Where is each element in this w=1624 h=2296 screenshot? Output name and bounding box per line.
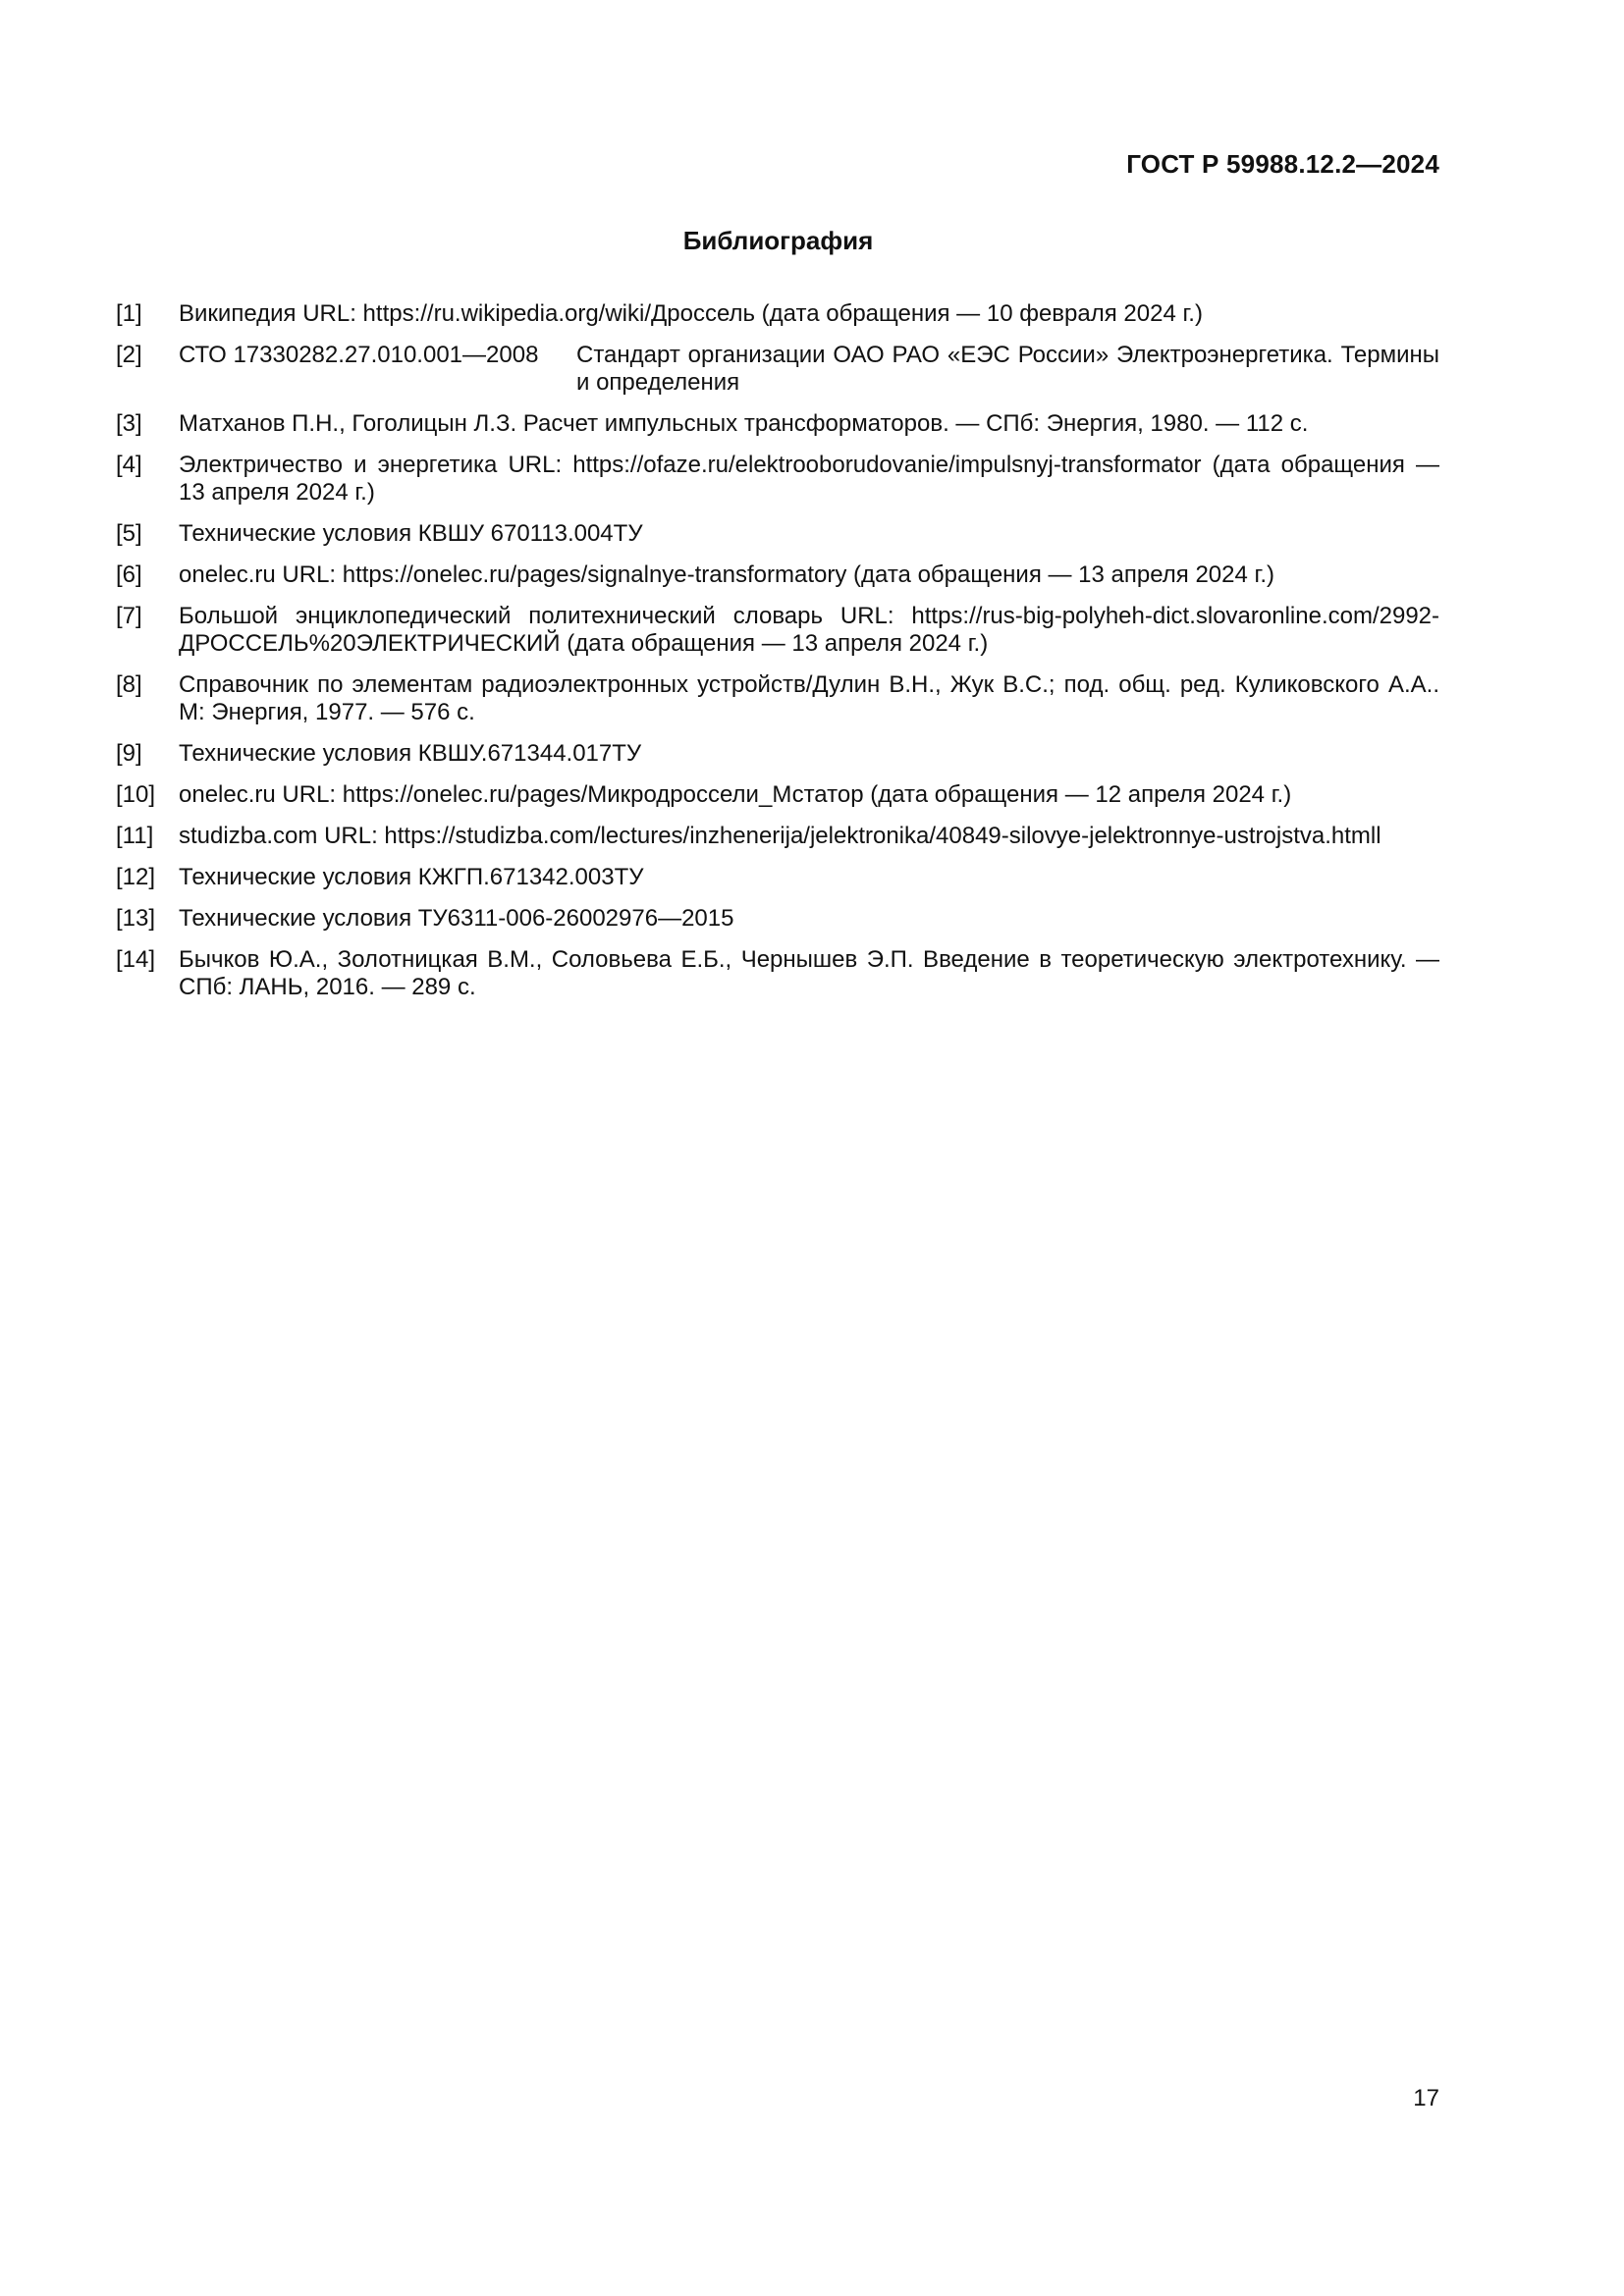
bibliography-item xyxy=(116,946,1439,1001)
section-title: Библиография xyxy=(682,226,874,255)
bibliography-item-text: Википедия URL: https://ru.wikipedia.org/wiki/Дроссель (дата обращения — 10 февраля 2024 г.) xyxy=(179,300,1203,327)
bibliography-item xyxy=(116,520,1439,548)
bibliography-item-text: onelec.ru URL: https://onelec.ru/pages/Микродроссели_Мстатор (дата обращения — 12 апреля 2024 г.) xyxy=(179,781,1292,808)
bibliography-item xyxy=(116,561,1439,589)
bibliography-item-number: [13] xyxy=(116,905,156,932)
bibliography-item xyxy=(116,905,1439,933)
bibliography-item-number: [14] xyxy=(116,946,156,973)
bibliography-item-code: СТО 17330282.27.010.001—2008 xyxy=(179,342,539,368)
bibliography-item-number: [2] xyxy=(116,342,142,368)
bibliography-item xyxy=(116,342,1439,397)
bibliography-item xyxy=(116,864,1439,891)
bibliography-item-number: [3] xyxy=(116,410,142,437)
bibliography-item-text: Бычков Ю.А., Золотницкая В.М., Соловьева Е.Б., Чернышев Э.П. Введение в теоретическую электротехнику. — СПб: ЛАНЬ, 2016. — 289 с. xyxy=(179,946,1439,1000)
bibliography-item-number: [12] xyxy=(116,864,156,890)
bibliography-item xyxy=(116,781,1439,809)
bibliography-item-text: Справочник по элементам радиоэлектронных устройств/Дулин В.Н., Жук В.С.; под. общ. ред. Куликовского А.А.. М: Энергия, 1977. — 576 с. xyxy=(179,671,1439,725)
document-code: ГОСТ Р 59988.12.2—2024 xyxy=(1126,149,1439,179)
bibliography-item-number: [1] xyxy=(116,300,142,327)
bibliography-item-number: [4] xyxy=(116,452,142,478)
bibliography-item-number: [5] xyxy=(116,520,142,547)
bibliography-item-text: onelec.ru URL: https://onelec.ru/pages/signalnye-transformatory (дата обращения — 13 апреля 2024 г.) xyxy=(179,561,1274,588)
bibliography-item xyxy=(116,671,1439,726)
bibliography-item-text: studizba.com URL: https://studizba.com/lectures/inzhenerija/jelektronika/40849-silovye-jelektronnye-ustrojstva.htmll xyxy=(179,823,1381,849)
bibliography-item xyxy=(116,300,1439,328)
bibliography-item-text: Технические условия КЖГП.671342.003ТУ xyxy=(179,864,644,890)
bibliography-item-text: Технические условия КВШУ 670113.004ТУ xyxy=(179,520,643,547)
bibliography-item-text: Технические условия КВШУ.671344.017ТУ xyxy=(179,740,642,767)
bibliography-list xyxy=(116,300,1439,1015)
bibliography-item-text: Стандарт организации ОАО РАО «ЕЭС России» Электроэнергетика. Термины и определения xyxy=(576,342,1439,396)
bibliography-item xyxy=(116,823,1439,850)
bibliography-item-text: Технические условия ТУ6311-006-26002976—2015 xyxy=(179,905,734,932)
bibliography-item xyxy=(116,452,1439,507)
bibliography-item-number: [7] xyxy=(116,603,142,629)
bibliography-item xyxy=(116,603,1439,658)
bibliography-item-text: Матханов П.Н., Гоголицын Л.З. Расчет импульсных трансформаторов. — СПб: Энергия, 1980. — 112 с. xyxy=(179,410,1309,437)
bibliography-item xyxy=(116,740,1439,768)
page-number: 17 xyxy=(1413,2085,1439,2111)
bibliography-item-number: [11] xyxy=(116,823,154,849)
bibliography-item-number: [10] xyxy=(116,781,156,808)
bibliography-item-number: [9] xyxy=(116,740,142,767)
bibliography-item xyxy=(116,410,1439,438)
bibliography-item-text: Электричество и энергетика URL: https://ofaze.ru/elektrooborudovanie/impulsnyj-transformator (дата обращения — 13 апреля 2024 г.) xyxy=(179,452,1439,506)
bibliography-item-number: [8] xyxy=(116,671,142,698)
bibliography-item-text: Большой энциклопедический политехнический словарь URL: https://rus-big-polyheh-dict.slovaronline.com/2992-ДРОССЕЛЬ%20ЭЛЕКТРИЧЕСКИЙ (дата обращения — 13 апреля 2024 г.) xyxy=(179,603,1439,657)
bibliography-item-number: [6] xyxy=(116,561,142,588)
